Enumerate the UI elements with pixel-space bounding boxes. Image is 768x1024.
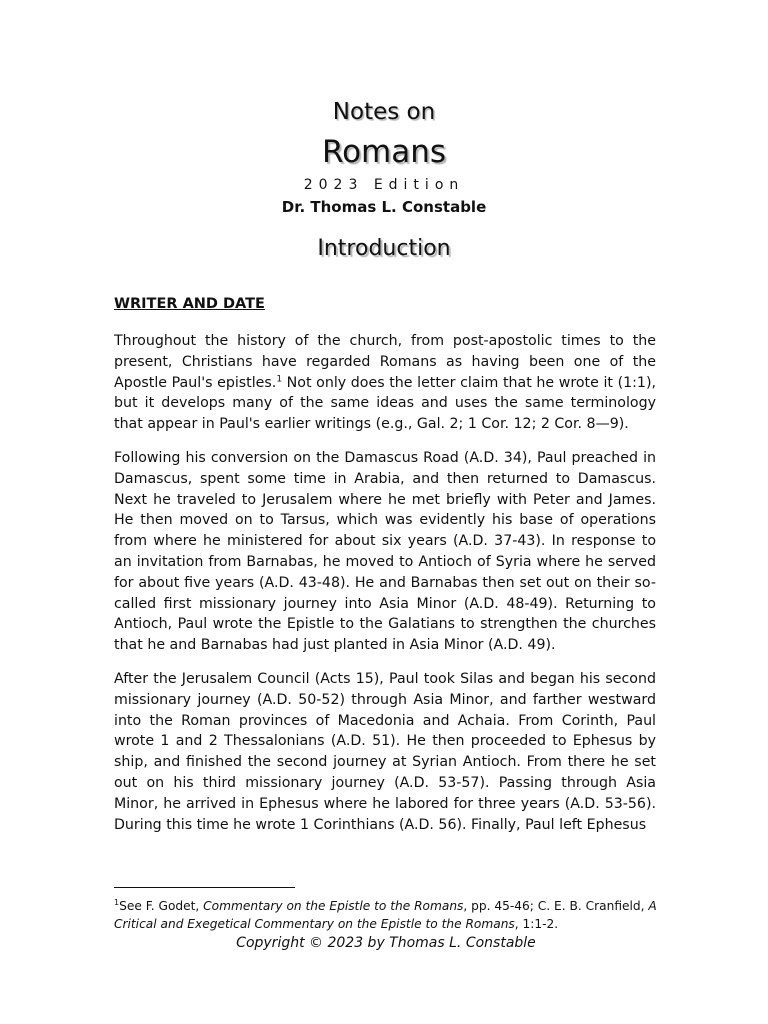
body-text: [114, 331, 656, 848]
paragraph-1-text-a: Throughout the history of the church, from post-apostolic times to the present, Christians have regarded Romans as having been one of the Apostle Paul's epistles.: [114, 333, 656, 391]
subsection-heading: WRITER AND DATE: [114, 296, 265, 312]
author-name: Dr. Thomas L. Constable: [281, 198, 487, 216]
copyright-notice: Copyright © 2023 by Thomas L. Constable: [236, 935, 536, 951]
footnote-cited-title-b: A Critical and Exegetical Commentary on the Epistle to the Romans: [114, 899, 657, 931]
title-notes-on: Notes on: [332, 99, 436, 125]
footnote-marker: 1: [114, 897, 120, 907]
footnote-cited-title-a: Commentary on the Epistle to the Romans: [203, 899, 464, 913]
paragraph-3: After the Jerusalem Council (Acts 15), Paul took Silas and began his second missionary journey (A.D. 50-52) through Asia Minor, and farther westward into the Roman provinces of Macedonia and Achaia. From Corinth, Paul wrote 1 and 2 Thessalonians (A.D. 51). He then proceeded to Ephesus by ship, and finished the second journey at Syrian Antioch. From there he set out on his third missionary journey (A.D. 53-57). Passing through Asia Minor, he arrived in Ephesus where he labored for three years (A.D. 53-56). During this time he wrote 1 Corinthians (A.D. 56). Finally, Paul left Ephesus: [114, 670, 656, 833]
paragraph-1-text-b: Not only does the letter claim that he wrote it (1:1), but it develops many of the same ideas and uses the same terminology that appear in Paul's earlier writings (e.g., Gal. 2; 1 Cor. 12; 2 Cor. 8—9).: [114, 374, 656, 433]
footnote-divider: [114, 887, 295, 888]
paragraph-2: Following his conversion on the Damascus Road (A.D. 34), Paul preached in Damascus, spent some time in Arabia, and then returned to Damascus. Next he traveled to Jerusalem where he met briefly with Peter and James. He then moved on to Tarsus, which was evidently his base of operations from where he ministered for about six years (A.D. 37-43). In response to an invitation from Barnabas, he moved to Antioch of Syria where he served for about five years (A.D. 43-48). He and Barnabas then set out on their so-called first missionary journey into Asia Minor (A.D. 48-49). Returning to Antioch, Paul wrote the Epistle to the Galatians to strengthen the churches that he and Barnabas had just planted in Asia Minor (A.D. 49).: [114, 449, 656, 654]
section-title: Introduction: [317, 236, 451, 261]
footnote: [114, 897, 660, 933]
book-title: Romans: [321, 134, 447, 170]
footnote-text-c: , 1:1-2.: [514, 917, 559, 931]
footnote-reference[interactable]: 1: [276, 373, 283, 384]
paragraph-1: [114, 331, 656, 435]
edition-label: 2023 Edition: [303, 177, 465, 193]
footnote-text-a: See F. Godet,: [119, 899, 204, 913]
footnote-text-b: , pp. 45-46; C. E. B. Cranfield,: [463, 899, 649, 913]
